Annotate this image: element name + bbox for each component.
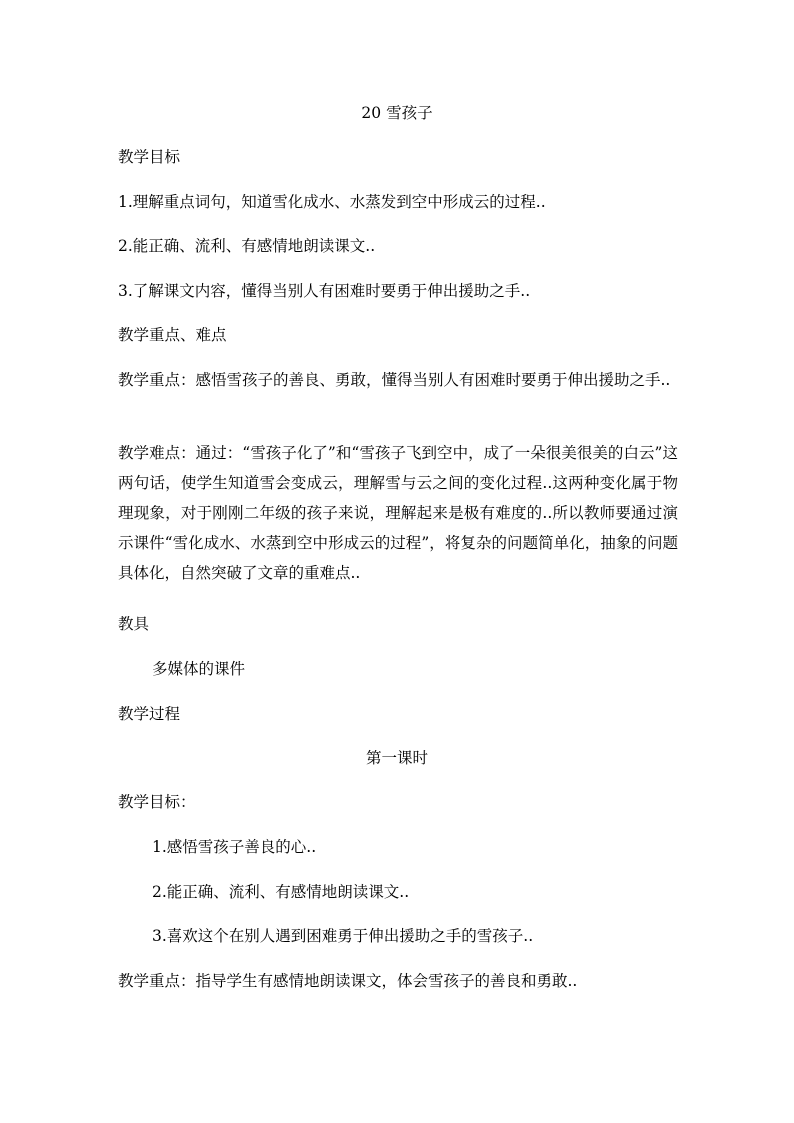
- lesson-goal-item: 2.能正确、流利、有感情地朗读课文..: [152, 883, 410, 901]
- tools-item: 多媒体的课件: [152, 660, 246, 678]
- goals-heading: 教学目标: [118, 148, 181, 166]
- lesson-goal-item: 3.喜欢这个在别人遇到困难勇于伸出援助之手的雪孩子..: [152, 927, 534, 945]
- process-heading: 教学过程: [118, 705, 181, 723]
- lesson-goals-heading: 教学目标：: [118, 793, 196, 811]
- goal-item: 3.了解课文内容，懂得当别人有困难时要勇于伸出援助之手..: [118, 282, 531, 300]
- goal-item: 2.能正确、流利、有感情地朗读课文..: [118, 237, 376, 255]
- key-point-paragraph: 教学重点：感悟雪孩子的善良、勇敢，懂得当别人有困难时要勇于伸出援助之手..: [118, 371, 671, 389]
- difficulty-paragraph: 教学难点：通过：“雪孩子化了”和“雪孩子飞到空中，成了一朵很美很美的白云”这两句话，使学生知道雪会变成云，理解雪与云之间的变化过程..这两种变化属于物理现象，对于刚刚二年级的孩子来说，理解起来是极有难度的..所以教师要通过演示课件“雪化成水、水蒸到空中形成云的过程”，将复杂的问题简单化，抽象的问题具体化，自然突破了文章的重难点..: [118, 444, 678, 582]
- key-points-heading: 教学重点、难点: [118, 326, 227, 344]
- tools-heading: 教具: [118, 615, 150, 633]
- lesson-title: 第一课时: [365, 749, 428, 767]
- document-title: 20 雪孩子: [361, 104, 433, 122]
- goal-item: 1.理解重点词句，知道雪化成水、水蒸发到空中形成云的过程..: [118, 193, 546, 211]
- lesson-goal-item: 1.感悟雪孩子善良的心..: [152, 838, 317, 856]
- lesson-key-point: 教学重点：指导学生有感情地朗读课文，体会雪孩子的善良和勇敢..: [118, 972, 578, 990]
